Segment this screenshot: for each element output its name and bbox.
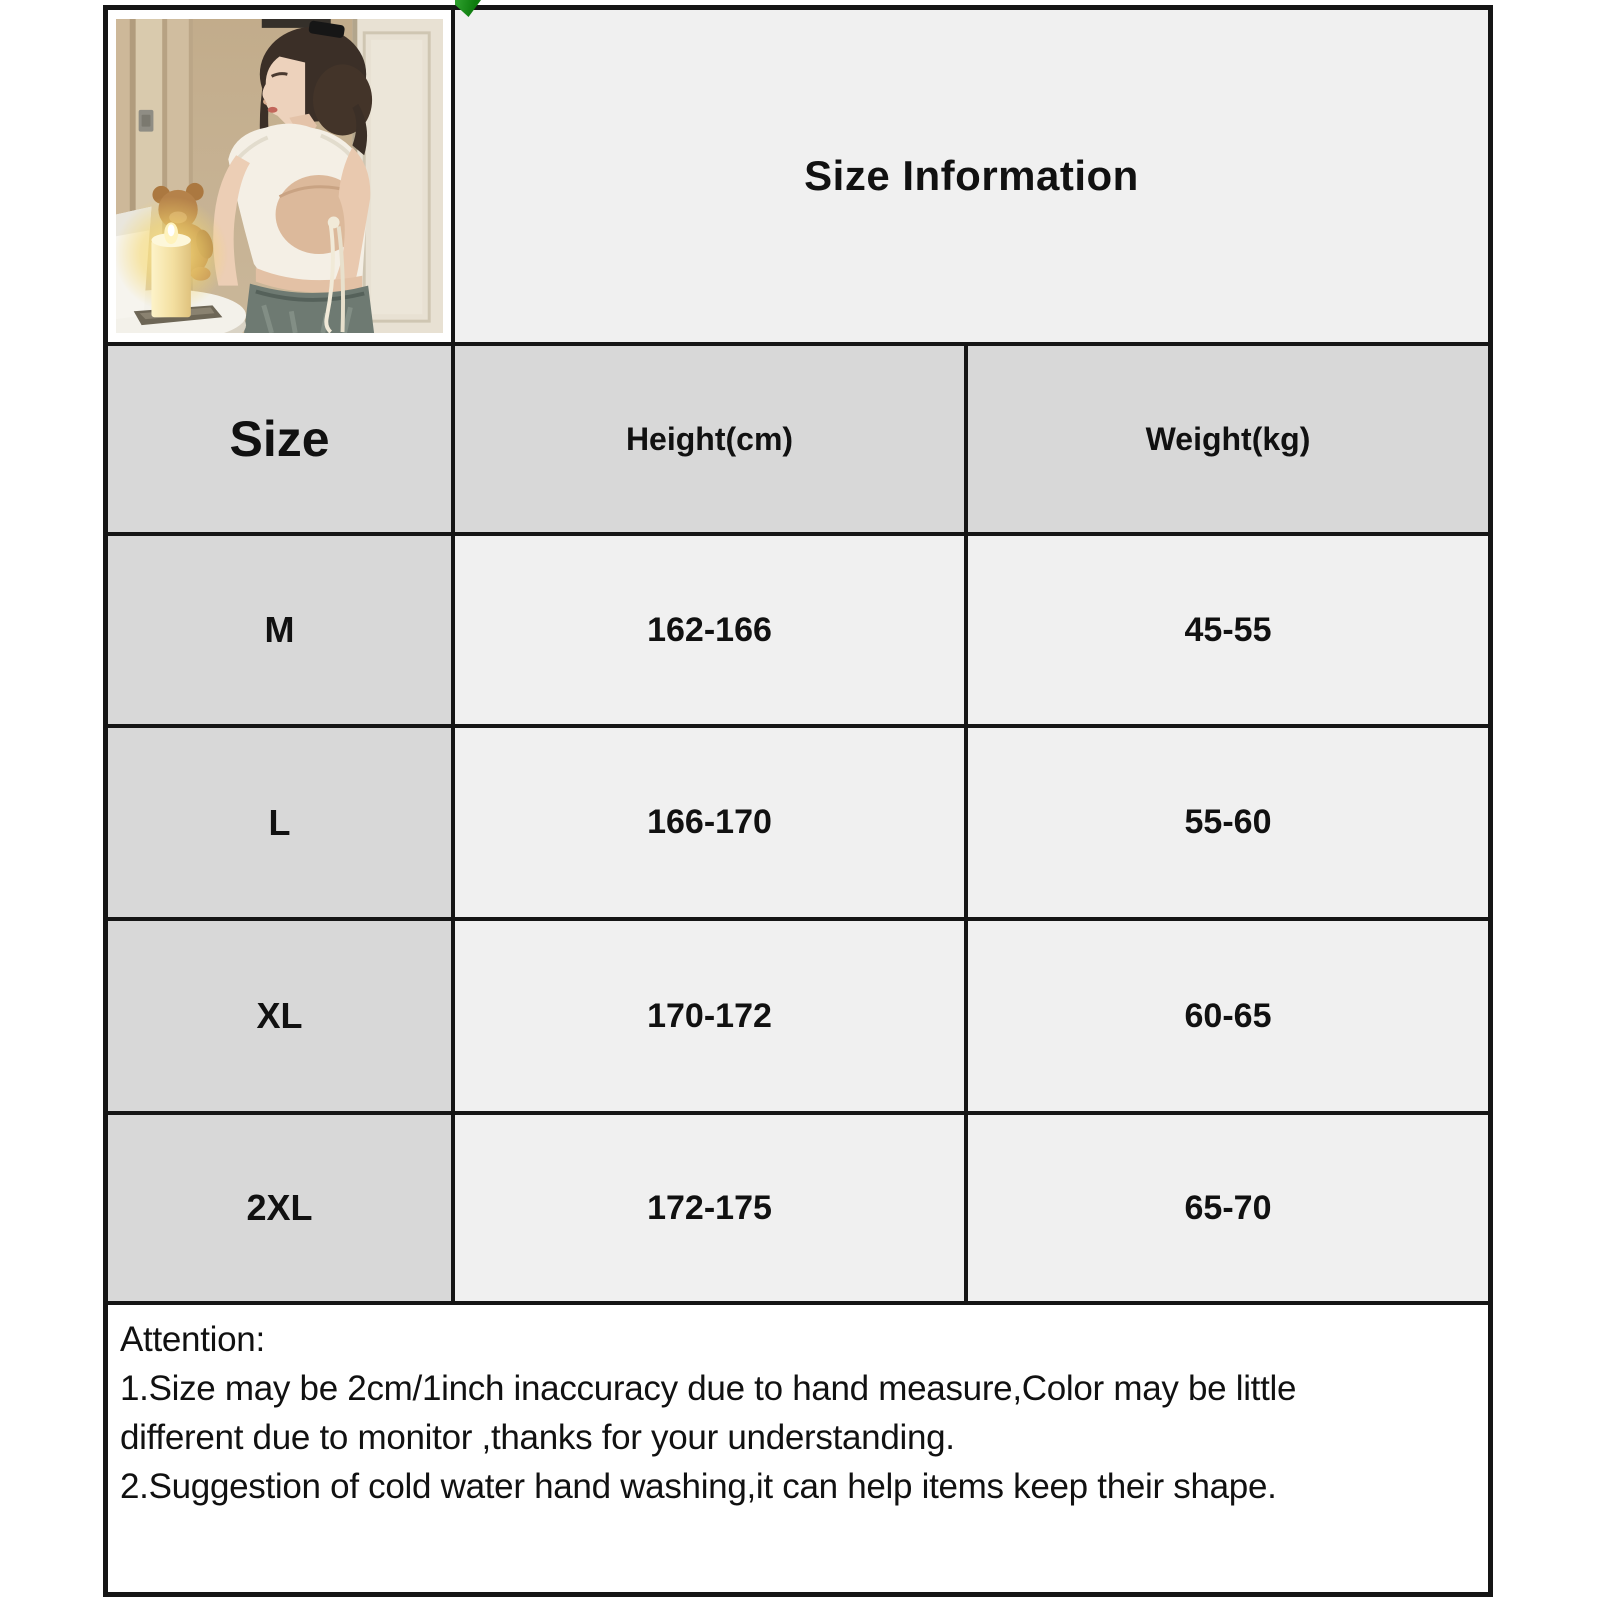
weight-value-m: 45-55 [968, 536, 1488, 728]
product-photo-illustration [116, 19, 443, 333]
column-header-size: Size [108, 346, 455, 536]
size-label-l: L [108, 728, 455, 921]
size-information-title-cell [455, 10, 1488, 346]
attention-note-1-cont: different due to monitor ,thanks for your understanding. [120, 1418, 955, 1457]
product-photo-cell [108, 10, 455, 346]
weight-value-l: 55-60 [968, 728, 1488, 921]
weight-value-xl: 60-65 [968, 921, 1488, 1115]
size-chart-grid [108, 10, 1488, 1592]
attention-section [108, 1305, 1488, 1592]
attention-note-1: 1.Size may be 2cm/1inch inaccuracy due to hand measure,Color may be little [120, 1369, 1297, 1408]
height-value-2xl: 172-175 [455, 1115, 968, 1305]
weight-value-2xl: 65-70 [968, 1115, 1488, 1305]
size-chart-sheet [103, 5, 1493, 1597]
height-value-xl: 170-172 [455, 921, 968, 1115]
size-label-2xl: 2XL [108, 1115, 455, 1305]
column-header-height: Height(cm) [455, 346, 968, 536]
attention-heading: Attention: [120, 1320, 265, 1359]
column-header-weight: Weight(kg) [968, 346, 1488, 536]
size-label-m: M [108, 536, 455, 728]
attention-note-2: 2.Suggestion of cold water hand washing,it can help items keep their shape. [120, 1467, 1277, 1506]
height-value-l: 166-170 [455, 728, 968, 921]
height-value-m: 162-166 [455, 536, 968, 728]
product-photo [116, 19, 443, 333]
size-label-xl: XL [108, 921, 455, 1115]
page-title: Size Information [804, 152, 1139, 199]
